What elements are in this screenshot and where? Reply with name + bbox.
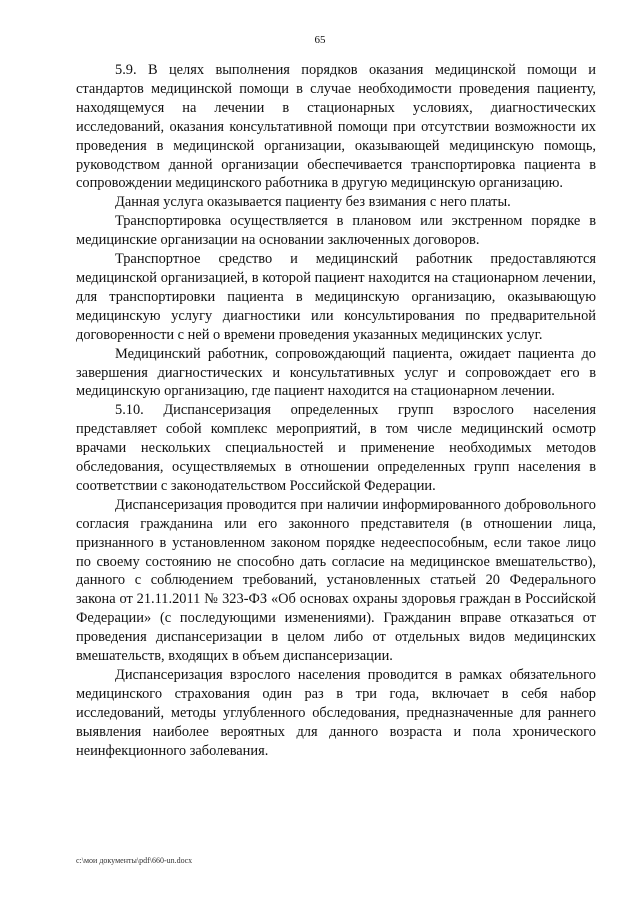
paragraph: Транспортное средство и медицинский работник предоставляются медицинской организацией, в которой пациент находится на стационарном лечении, для транспортировки пациента в медицинскую организацию, оказывающую медицинскую услугу диагностики или консультирования по предварительной договоренности с ней о времени проведения указанных медицинских услуг. (76, 251, 596, 343)
body-text (76, 61, 596, 761)
paragraph: 5.9. В целях выполнения порядков оказания медицинской помощи и стандартов медицинской помощи в случае необходимости проведения пациенту, находящемуся на лечении в стационарных условиях, диагностических исследований, оказания консультативной помощи при отсутствии возможности их проведения в медицинской организации, оказывающей медицинскую помощь, руководством данной организации обеспечивается транспортировка пациента в сопровождении медицинского работника в другую медицинскую организацию. (76, 62, 596, 192)
paragraph: Диспансеризация взрослого населения проводится в рамках обязательного медицинского страхования один раз в три года, включает в себя набор исследований, методы углубленного обследования, предназначенные для раннего выявления наиболее вероятных для данного возраста и пола хронического неинфекционного заболевания. (76, 667, 596, 759)
paragraph: Диспансеризация проводится при наличии информированного добровольного согласия гражданина или его законного представителя (в отношении лица, признанного в установленном законом порядке недееспособным, если такое лицо по своему состоянию не способно дать согласие на медицинское вмешательство), данного с соблюдением требований, установленных статьей 20 Федерального закона от 21.11.2011 № 323-ФЗ «Об основах охраны здоровья граждан в Российской Федерации» (с последующими изменениями). Гражданин вправе отказаться от проведения диспансеризации в целом либо от отдельных видов медицинских вмешательств, входящих в объем диспансеризации. (76, 496, 596, 665)
footer-file-path: c:\мои документы\pdf\660-un.docx (76, 856, 193, 865)
paragraph: Данная услуга оказывается пациенту без взимания с него платы. (115, 194, 511, 211)
paragraph: Медицинский работник, сопровождающий пациента, ожидает пациента до завершения диагностических и консультативных услуг и сопровождает его в медицинскую организацию, где пациент находится на стационарном лечении. (76, 345, 596, 400)
paragraph: Транспортировка осуществляется в плановом или экстренном порядке в медицинские организации на основании заключенных договоров. (76, 213, 596, 249)
paragraph: 5.10. Диспансеризация определенных групп взрослого населения представляет собой комплекс мероприятий, в том числе медицинский осмотр врачами нескольких специальностей и применение необходимых методов обследования, осуществляемых в отношении определенных групп населения в соответствии с законодательством Российской Федерации. (76, 402, 596, 494)
page-number: 65 (314, 34, 326, 46)
